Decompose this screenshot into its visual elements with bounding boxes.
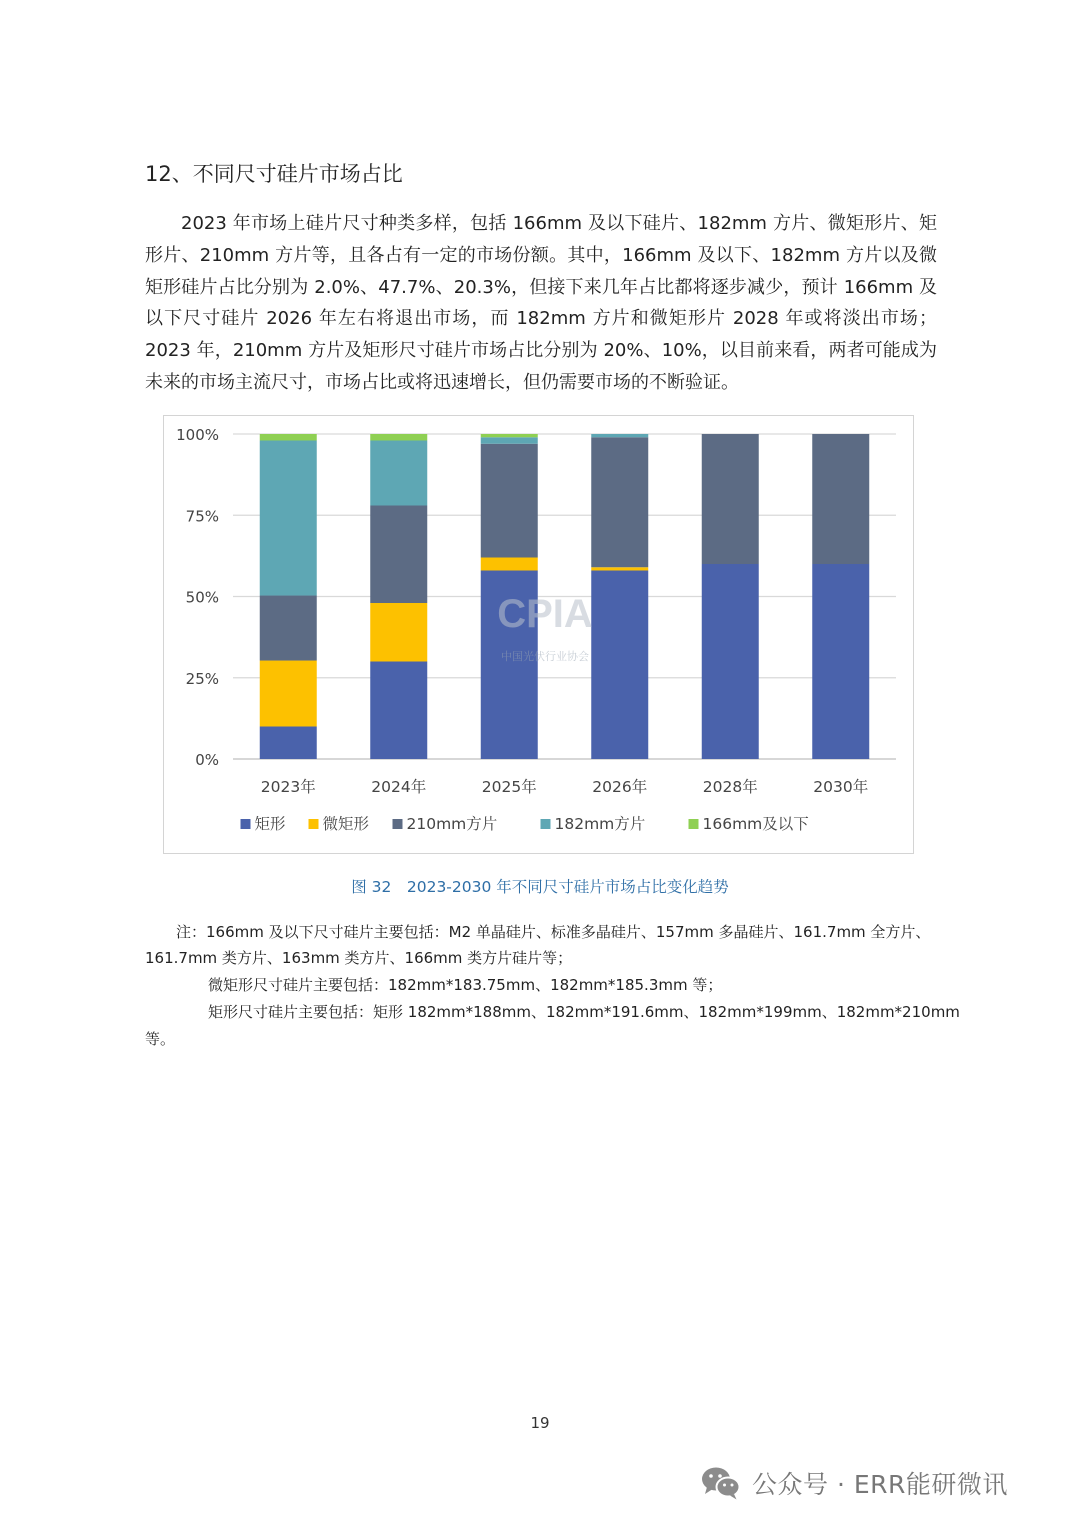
figure-caption: 图 32 2023-2030 年不同尺寸硅片市场占比变化趋势 <box>351 878 729 896</box>
page-number: 19 <box>530 1414 550 1432</box>
y-tick-label: 100% <box>176 426 219 444</box>
cpia-watermark-text: 中国光伏行业协会 <box>501 650 589 663</box>
bar-segment <box>591 567 648 570</box>
bar-segment <box>702 434 759 564</box>
legend-swatch <box>241 819 251 829</box>
legend-label: 矩形 <box>254 815 286 833</box>
bar-segment <box>260 596 317 661</box>
bar-segment <box>812 434 869 564</box>
bar-segment <box>591 434 648 437</box>
legend-swatch <box>541 819 551 829</box>
legend-label: 166mm及以下 <box>702 815 809 833</box>
y-tick-label: 75% <box>185 507 219 526</box>
x-tick-label: 2030年 <box>813 778 869 796</box>
note-line-5: 等。 <box>145 1030 176 1048</box>
note-line-4: 矩形尺寸硅片主要包括：矩形 182mm*188mm、182mm*191.6mm、182mm*199mm、182mm*210mm <box>208 1003 960 1021</box>
bar-segment <box>370 441 427 506</box>
note-line-2: 161.7mm 类方片、163mm 类方片、166mm 类方片硅片等； <box>145 949 573 967</box>
note-line-3: 微矩形尺寸硅片主要包括：182mm*183.75mm、182mm*185.3mm 等； <box>208 976 723 994</box>
x-tick-label: 2023年 <box>260 778 316 796</box>
watermark-text: 公众号 · ERR能研微讯 <box>752 1470 1008 1499</box>
bar-segment <box>370 603 427 662</box>
bar-segment <box>481 437 538 444</box>
legend-swatch <box>689 819 699 829</box>
section-heading: 12、不同尺寸硅片市场占比 <box>145 162 403 186</box>
x-tick-label: 2028年 <box>702 778 758 796</box>
wechat-watermark <box>700 1463 1008 1503</box>
legend-swatch <box>393 819 403 829</box>
bar-segment <box>591 571 648 760</box>
bar-segment <box>702 564 759 759</box>
y-tick-label: 50% <box>185 588 219 607</box>
y-tick-label: 0% <box>195 751 219 769</box>
y-tick-label: 25% <box>185 669 219 688</box>
bar-segment <box>260 434 317 441</box>
stacked-bar-chart <box>163 415 914 854</box>
note-line-1: 注：166mm 及以下尺寸硅片主要包括：M2 单晶硅片、标准多晶硅片、157mm 多晶硅片、161.7mm 全方片、 <box>176 923 931 941</box>
cpia-logo: CPIA <box>497 592 593 636</box>
x-tick-label: 2026年 <box>592 778 648 796</box>
x-tick-label: 2025年 <box>481 778 537 796</box>
bar-segment <box>260 727 317 760</box>
legend-swatch <box>309 819 319 829</box>
body-paragraph: 2023 年市场上硅片尺寸种类多样，包括 166mm 及以下硅片、182mm 方片、微矩形片、矩形片、210mm 方片等，且各占有一定的市场份额。其中，166mm 及以下、182mm 方片以及微矩形硅片占比分别为 2.0%、47.7%、20.3%，但接下来几年占比都将逐步减少，预计 166mm 及以下尺寸硅片 2026 年左右将退出市场，而 182mm 方片和微矩形片 2028 年或将淡出市场；2023 年，210mm 方片及矩形尺寸硅片市场占比分别为 20%、10%，以目前来看，两者可能成为未来的市场主流尺寸，市场占比或将迅速增长，但仍需要市场的不断验证。 <box>145 213 937 393</box>
bar-segment <box>591 437 648 567</box>
bar-segment <box>260 661 317 727</box>
legend-label: 微矩形 <box>322 815 370 833</box>
bar-segment <box>481 558 538 571</box>
x-tick-label: 2024年 <box>371 778 427 796</box>
bar-segment <box>370 434 427 441</box>
bar-segment <box>812 564 869 759</box>
legend-label: 210mm方片 <box>406 815 498 833</box>
bar-segment <box>370 662 427 760</box>
bar-segment <box>481 434 538 437</box>
legend-label: 182mm方片 <box>554 815 646 833</box>
wechat-icon <box>700 1465 742 1501</box>
bar-segment <box>260 441 317 596</box>
bar-segment <box>481 444 538 558</box>
bar-segment <box>370 506 427 604</box>
